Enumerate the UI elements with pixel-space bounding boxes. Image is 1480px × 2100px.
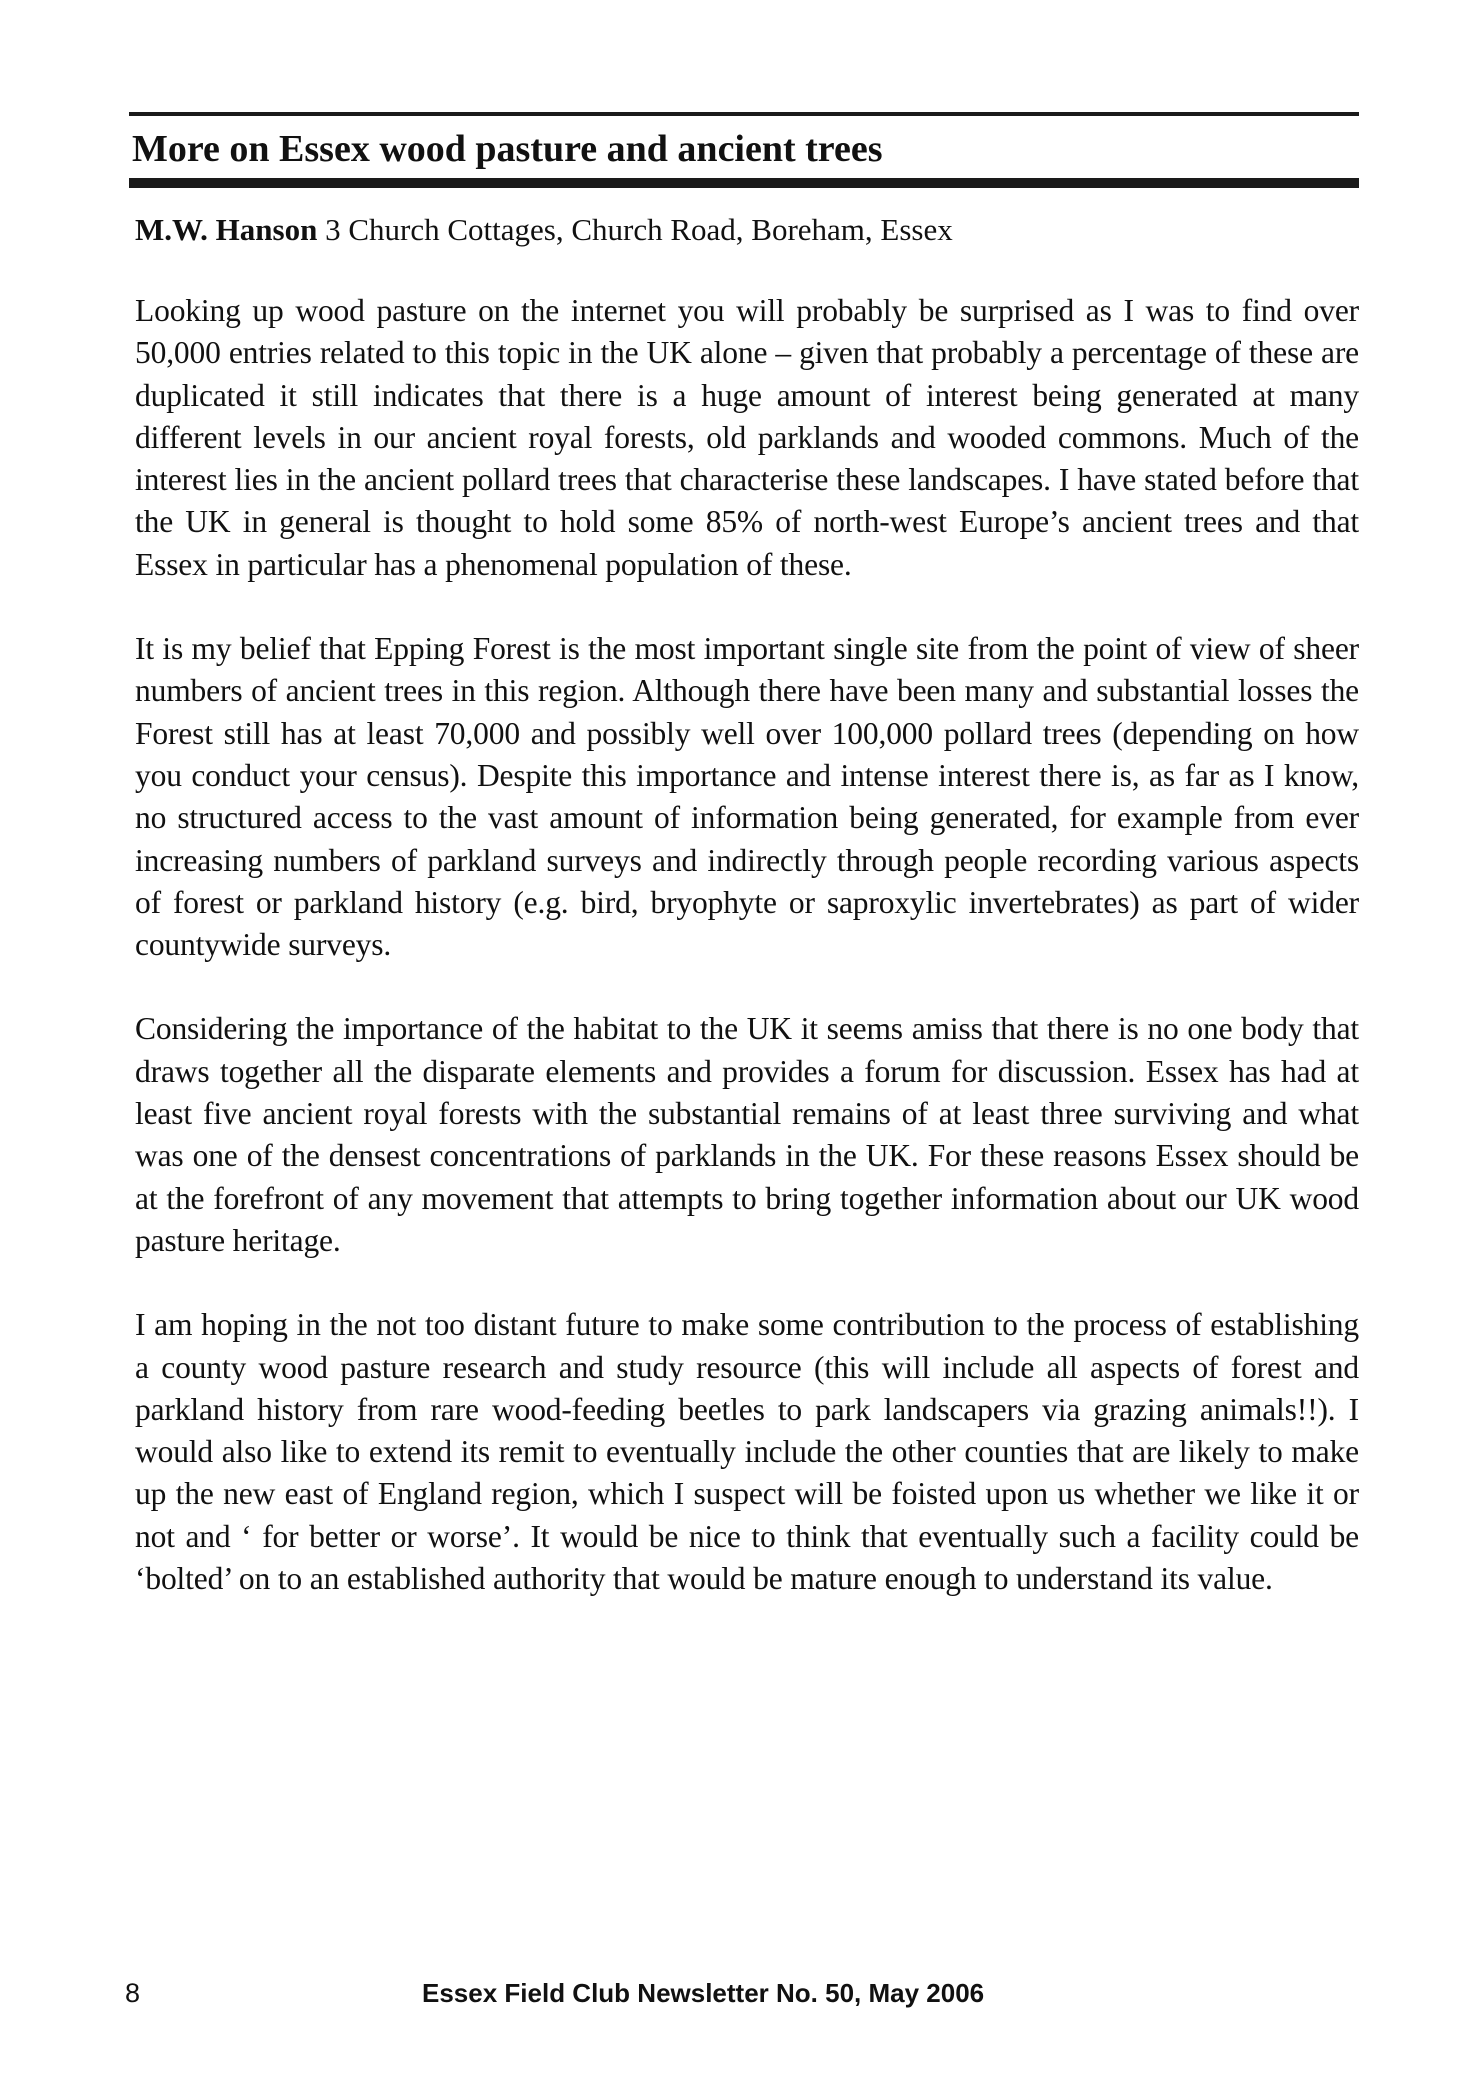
author-address: 3 Church Cottages, Church Road, Boreham, Essex [317, 212, 953, 247]
title-top-rule [129, 112, 1359, 116]
body-paragraph: It is my belief that Epping Forest is the most important single site from the point of view of sheer numbers of ancient trees in this region. Although there have been many and substantial losses the Forest still has at least 70,000 and possibly well over 100,000 pollard trees (depending on how you conduct your census). Despite this importance and intense interest there is, as far as I know, no structured access to the vast amount of information being generated, for example from ever increasing numbers of parkland surveys and indirectly through people recording various aspects of forest or parkland history (e.g. bird, bryophyte or saproxylic invertebrates) as part of wider countywide surveys. [135, 631, 1359, 963]
article-title: More on Essex wood pasture and ancient trees [132, 128, 883, 170]
title-bottom-rule [129, 178, 1359, 188]
publication-info: Essex Field Club Newsletter No. 50, May 2006 [422, 1978, 985, 2008]
article [129, 112, 1359, 1642]
page-number: 8 [125, 1978, 141, 2008]
article-body [129, 290, 1359, 1600]
body-paragraph: Considering the importance of the habitat to the UK it seems amiss that there is no one body that draws together all the disparate elements and provides a forum for discussion. Essex has had at least five ancient royal forests with the substantial remains of at least three surviving and what was one of the densest concentrations of parklands in the UK. For these reasons Essex should be at the forefront of any movement that attempts to bring together information about our UK wood pasture heritage. [135, 1011, 1359, 1258]
author-name: M.W. Hanson [135, 212, 318, 247]
body-paragraph: I am hoping in the not too distant future to make some contribution to the process of establishing a county wood pasture research and study resource (this will include all aspects of forest and parkland history from rare wood-feeding beetles to park landscapers via grazing animals!!). I would also like to extend its remit to eventually include the other counties that are likely to make up the new east of England region, which I suspect will be foisted upon us whether we like it or not and ‘ for better or worse’. It would be nice to think that eventually such a facility could be ‘bolted’ on to an established authority that would be mature enough to understand its value. [135, 1307, 1359, 1597]
byline [135, 210, 1359, 250]
page-footer [125, 1975, 1355, 2015]
body-paragraph: Looking up wood pasture on the internet you will probably be surprised as I was to find over 50,000 entries related to this topic in the UK alone – given that probably a percentage of these are duplicated it still indicates that there is a huge amount of interest being generated at many different levels in our ancient royal forests, old parklands and wooded commons. Much of the interest lies in the ancient pollard trees that characterise these landscapes. I have stated before that the UK in general is thought to hold some 85% of north-west Europe’s ancient trees and that Essex in particular has a phenomenal population of these. [135, 293, 1359, 582]
